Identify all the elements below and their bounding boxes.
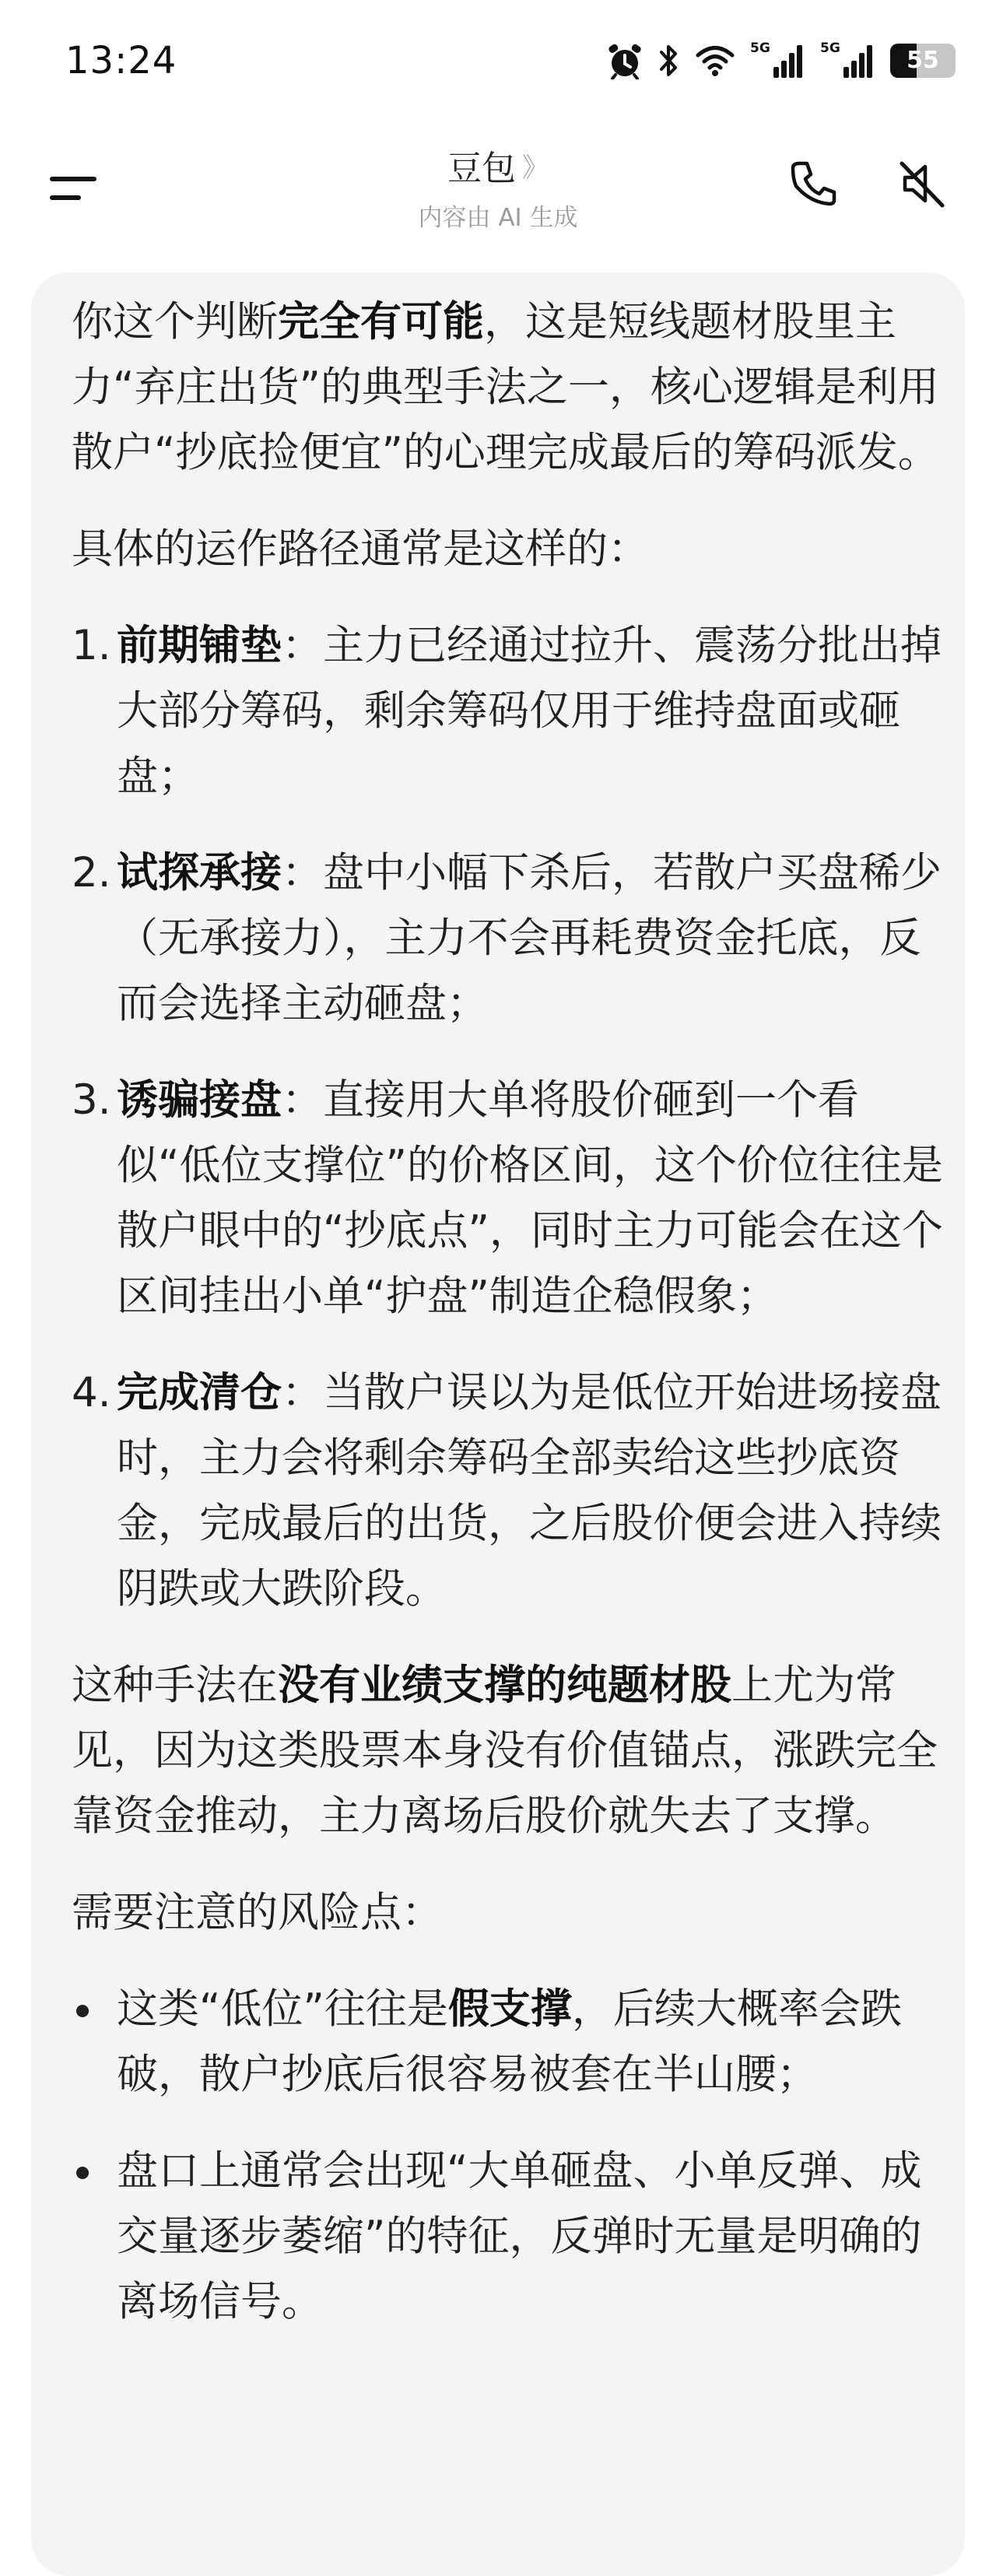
list-item (72, 2139, 943, 2335)
list-item (72, 1977, 943, 2107)
list-item (72, 1068, 943, 1329)
message-body (72, 290, 943, 2335)
battery-level: 55 (907, 47, 939, 74)
alarm-icon (607, 42, 643, 79)
intro-text: 你这个判断 (72, 298, 278, 346)
list-item (72, 1360, 943, 1622)
list-item (72, 841, 943, 1037)
risk-heading: 需要注意的风险点： (72, 1889, 443, 1936)
signal-icon (820, 40, 875, 81)
step-title: 试探承接 (117, 849, 282, 897)
list-number: 3. (72, 1076, 111, 1124)
menu-icon[interactable] (47, 167, 101, 206)
phone-icon[interactable] (782, 153, 844, 215)
list-item (72, 613, 943, 809)
common-emphasis: 没有业绩支撑的纯题材股 (278, 1662, 731, 1709)
intro-text: ，这是短线题材股里主力“弃庄出货”的典型手法之一，核心逻辑是利用散户“抄底捡便宜”的心理完成最后的筹码派发。 (72, 298, 939, 476)
common-text: 这种手法在 (72, 1662, 278, 1709)
step-text: ：主力已经通过拉升、震荡分批出掉大部分筹码，剩余筹码仅用于维持盘面或砸盘； (117, 622, 942, 800)
bullet-icon (72, 1977, 117, 2107)
bot-name: 豆包 (447, 149, 516, 188)
common-paragraph (72, 1653, 943, 1849)
risk-text: 盘口上通常会出现“大单砸盘、小单反弹、成交量逐步萎缩”的特征，反弹时无量是明确的离场信号。 (117, 2147, 922, 2325)
list-number: 1. (72, 622, 111, 669)
signal-icon (750, 40, 805, 81)
list-number: 4. (72, 1369, 111, 1416)
ai-message-bubble (31, 272, 965, 2576)
list-number: 2. (72, 849, 111, 897)
chat-header (0, 117, 996, 257)
ai-generated-note: 内容由 AI 生成 (418, 204, 578, 232)
step-text: ：直接用大单将股价砸到一个看似“低位支撑位”的价格区间，这个价位往往是散户眼中的“抄底点”，同时主力可能会在这个区间挂出小单“护盘”制造企稳假象； (117, 1076, 943, 1320)
network-type-label: 5G (820, 40, 840, 56)
bluetooth-icon (658, 43, 680, 79)
network-type-label: 5G (750, 40, 770, 56)
step-title: 完成清仓 (117, 1369, 282, 1416)
chevron-right-icon: 》 (522, 152, 549, 184)
path-heading: 具体的运作路径通常是这样的： (72, 525, 649, 573)
status-time: 13:24 (65, 39, 177, 82)
status-icons (607, 39, 956, 82)
battery-icon (890, 44, 956, 78)
bullet-icon (72, 2139, 117, 2335)
wifi-icon (696, 45, 735, 76)
step-text: ：盘中小幅下杀后，若散户买盘稀少（无承接力），主力不会再耗费资金托底，反而会选择主动砸盘； (117, 849, 942, 1027)
bot-profile-link[interactable] (303, 140, 693, 190)
common-text: 上尤为常见，因为这类股票本身没有价值锚点，涨跌完全靠资金推动，主力离场后股价就失去了支撑。 (72, 1662, 938, 1840)
risk-text: ，后续大概率会跌破，散户抄底后很容易被套在半山腰； (117, 1985, 902, 2098)
intro-emphasis: 完全有可能 (278, 298, 484, 346)
mute-icon[interactable] (891, 153, 953, 215)
header-title-block (303, 140, 693, 233)
step-title: 诱骗接盘 (117, 1076, 282, 1124)
risk-text: 这类“低位”往往是 (117, 1985, 448, 2033)
step-text: ：当散户误以为是低位开始进场接盘时，主力会将剩余筹码全部卖给这些抄底资金，完成最后的出货，之后股价便会进入持续阴跌或大跌阶段。 (117, 1369, 942, 1613)
risk-emphasis: 假支撑 (447, 1985, 572, 2033)
intro-paragraph (72, 290, 943, 486)
step-title: 前期铺垫 (117, 622, 282, 669)
status-bar (0, 0, 996, 117)
